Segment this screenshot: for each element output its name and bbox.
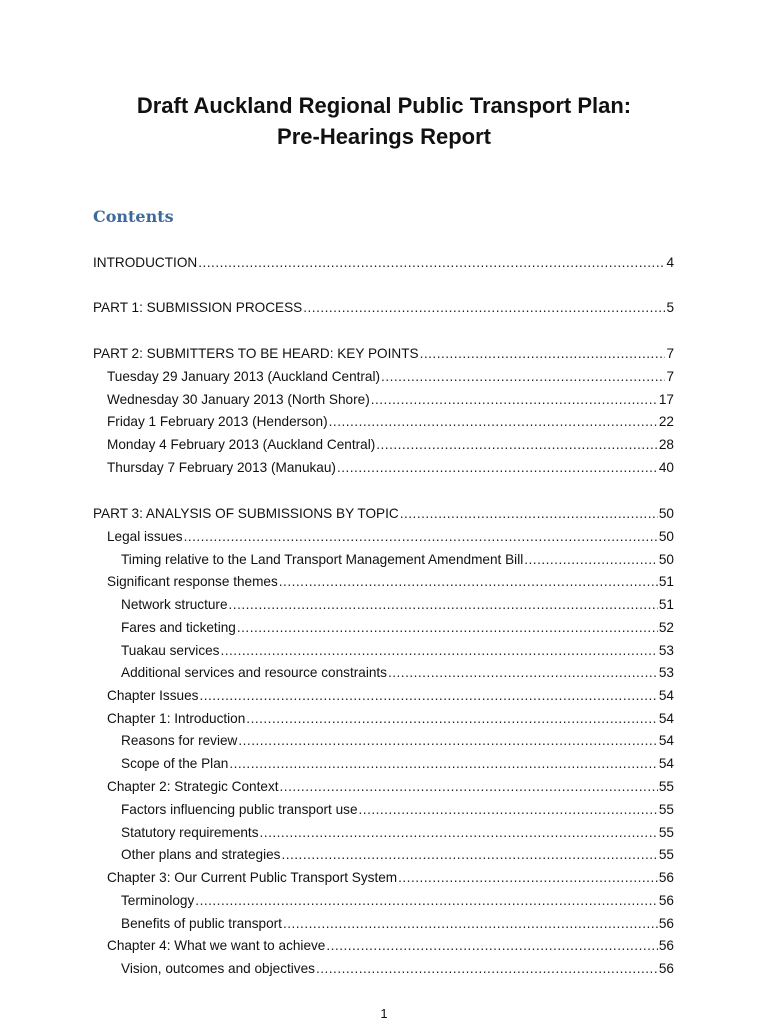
toc-entry-page: 7: [666, 346, 674, 361]
toc-leader-dots: [229, 595, 658, 615]
toc-entry-page: 4: [666, 255, 674, 270]
toc-entry-label: Chapter 4: What we want to achieve: [107, 938, 326, 953]
toc-entry-label: Friday 1 February 2013 (Henderson): [107, 414, 328, 429]
toc-entry-friday-1-feb[interactable]: [107, 412, 674, 432]
title-line-2: Pre-Hearings Report: [277, 124, 491, 149]
toc-entry-label: Chapter 3: Our Current Public Transport System: [107, 870, 398, 885]
toc-entry-page: 56: [658, 938, 674, 953]
toc-entry-tuesday-29-jan[interactable]: [107, 367, 674, 387]
toc-entry-monday-4-feb[interactable]: [107, 435, 674, 455]
title-line-1: Draft Auckland Regional Public Transport Plan:: [136, 93, 632, 118]
page-number: 1: [380, 1006, 388, 1021]
toc-entry-label: Network structure: [121, 597, 228, 612]
toc-leader-dots: [371, 390, 658, 410]
toc-entry-thursday-7-feb[interactable]: [107, 458, 674, 478]
toc-entry-page: 55: [658, 847, 674, 862]
toc-entry-label: Significant response themes: [107, 574, 278, 589]
toc-entry-chapter-issues[interactable]: [107, 686, 674, 706]
toc-entry-label: Fares and ticketing: [121, 620, 236, 635]
toc-entry-page: 56: [658, 870, 674, 885]
toc-entry-label: PART 3: ANALYSIS OF SUBMISSIONS BY TOPIC: [93, 506, 399, 521]
toc-entry-terminology[interactable]: [121, 891, 674, 911]
toc-leader-dots: [279, 572, 658, 592]
toc-leader-dots: [246, 709, 658, 729]
toc-entry-label: Chapter 2: Strategic Context: [107, 779, 279, 794]
toc-entry-page: 17: [658, 392, 674, 407]
toc-entry-label: Factors influencing public transport use: [121, 802, 358, 817]
toc-entry-significant-response-themes[interactable]: [107, 572, 674, 592]
toc-leader-dots: [303, 298, 665, 318]
toc-entry-network-structure[interactable]: [121, 595, 674, 615]
toc-entry-legal-issues[interactable]: [107, 527, 674, 547]
toc-leader-dots: [237, 618, 658, 638]
toc-entry-page: 55: [658, 779, 674, 794]
toc-leader-dots: [281, 845, 657, 865]
toc-leader-dots: [400, 504, 658, 524]
toc-entry-label: Chapter 1: Introduction: [107, 711, 246, 726]
toc-entry-page: 55: [658, 825, 674, 840]
toc-leader-dots: [376, 435, 658, 455]
toc-leader-dots: [388, 663, 658, 683]
toc-entry-page: 50: [658, 506, 674, 521]
toc-entry-vision-outcomes[interactable]: [121, 959, 674, 979]
toc-entry-label: Tuakau services: [121, 643, 220, 658]
toc-entry-label: Legal issues: [107, 529, 183, 544]
document-title: [0, 90, 768, 152]
toc-entry-reasons-for-review[interactable]: [121, 731, 674, 751]
toc-entry-part-3[interactable]: [93, 504, 674, 524]
toc-leader-dots: [195, 891, 658, 911]
toc-leader-dots: [184, 527, 658, 547]
toc-leader-dots: [329, 412, 658, 432]
toc-entry-page: 54: [658, 733, 674, 748]
toc-entry-label: Chapter Issues: [107, 688, 199, 703]
toc-entry-page: 56: [658, 893, 674, 908]
toc-entry-wednesday-30-jan[interactable]: [107, 390, 674, 410]
toc-entry-label: Wednesday 30 January 2013 (North Shore): [107, 392, 370, 407]
toc-entry-page: 51: [658, 597, 674, 612]
toc-leader-dots: [381, 367, 665, 387]
toc-leader-dots: [199, 686, 657, 706]
toc-entry-page: 53: [658, 643, 674, 658]
toc-entry-additional-services[interactable]: [121, 663, 674, 683]
toc-entry-label: Monday 4 February 2013 (Auckland Central): [107, 437, 376, 452]
toc-entry-part-2[interactable]: [93, 344, 674, 364]
toc-entry-page: 7: [666, 369, 674, 384]
toc-entry-label: Additional services and resource constraints: [121, 665, 387, 680]
toc-entry-label: Tuesday 29 January 2013 (Auckland Central): [107, 369, 381, 384]
toc-entry-page: 54: [658, 688, 674, 703]
toc-entry-label: Statutory requirements: [121, 825, 259, 840]
toc-entry-page: 55: [658, 802, 674, 817]
toc-entry-label: INTRODUCTION: [93, 255, 198, 270]
toc-leader-dots: [238, 731, 658, 751]
toc-leader-dots: [337, 458, 658, 478]
toc-entry-label: Timing relative to the Land Transport Management Amendment Bill: [121, 552, 524, 567]
toc-entry-introduction[interactable]: [93, 253, 674, 273]
toc-entry-benefits[interactable]: [121, 914, 674, 934]
toc-entry-page: 52: [658, 620, 674, 635]
toc-leader-dots: [398, 868, 658, 888]
toc-entry-label: Benefits of public transport: [121, 916, 282, 931]
toc-entry-page: 40: [658, 460, 674, 475]
toc-leader-dots: [326, 936, 658, 956]
toc-entry-page: 50: [658, 552, 674, 567]
toc-entry-page: 50: [658, 529, 674, 544]
toc-entry-label: PART 1: SUBMISSION PROCESS: [93, 300, 303, 315]
toc-entry-label: Terminology: [121, 893, 195, 908]
toc-entry-label: Reasons for review: [121, 733, 238, 748]
toc-entry-page: 53: [658, 665, 674, 680]
toc-entry-chapter-4[interactable]: [107, 936, 674, 956]
toc-entry-fares-and-ticketing[interactable]: [121, 618, 674, 638]
toc-entry-other-plans[interactable]: [121, 845, 674, 865]
toc-entry-statutory-requirements[interactable]: [121, 823, 674, 843]
toc-leader-dots: [283, 914, 658, 934]
toc-entry-chapter-1[interactable]: [107, 709, 674, 729]
toc-leader-dots: [316, 959, 658, 979]
toc-entry-page: 56: [658, 961, 674, 976]
toc-entry-factors-influencing[interactable]: [121, 800, 674, 820]
toc-leader-dots: [220, 641, 657, 661]
toc-entry-label: Other plans and strategies: [121, 847, 281, 862]
toc-leader-dots: [229, 754, 658, 774]
toc-entry-label: Thursday 7 February 2013 (Manukau): [107, 460, 336, 475]
toc-entry-page: 28: [658, 437, 674, 452]
toc-entry-label: PART 2: SUBMITTERS TO BE HEARD: KEY POINTS: [93, 346, 419, 361]
toc-entry-scope-of-the-plan[interactable]: [121, 754, 674, 774]
toc-entry-chapter-2[interactable]: [107, 777, 674, 797]
toc-entry-page: 51: [658, 574, 674, 589]
toc-leader-dots: [420, 344, 666, 364]
toc-leader-dots: [524, 550, 658, 570]
toc-entry-label: Scope of the Plan: [121, 756, 229, 771]
toc-leader-dots: [198, 253, 665, 273]
toc-entry-page: 5: [666, 300, 674, 315]
toc-entry-page: 54: [658, 756, 674, 771]
toc-entry-page: 54: [658, 711, 674, 726]
contents-heading: Contents: [93, 207, 174, 226]
toc-entry-chapter-3[interactable]: [107, 868, 674, 888]
toc-entry-tuakau-services[interactable]: [121, 641, 674, 661]
toc-leader-dots: [359, 800, 658, 820]
toc-leader-dots: [260, 823, 658, 843]
toc-leader-dots: [280, 777, 658, 797]
toc-entry-page: 22: [658, 414, 674, 429]
toc-entry-label: Vision, outcomes and objectives: [121, 961, 315, 976]
toc-entry-timing-relative[interactable]: [121, 550, 674, 570]
toc-entry-part-1[interactable]: [93, 298, 674, 318]
toc-entry-page: 56: [658, 916, 674, 931]
